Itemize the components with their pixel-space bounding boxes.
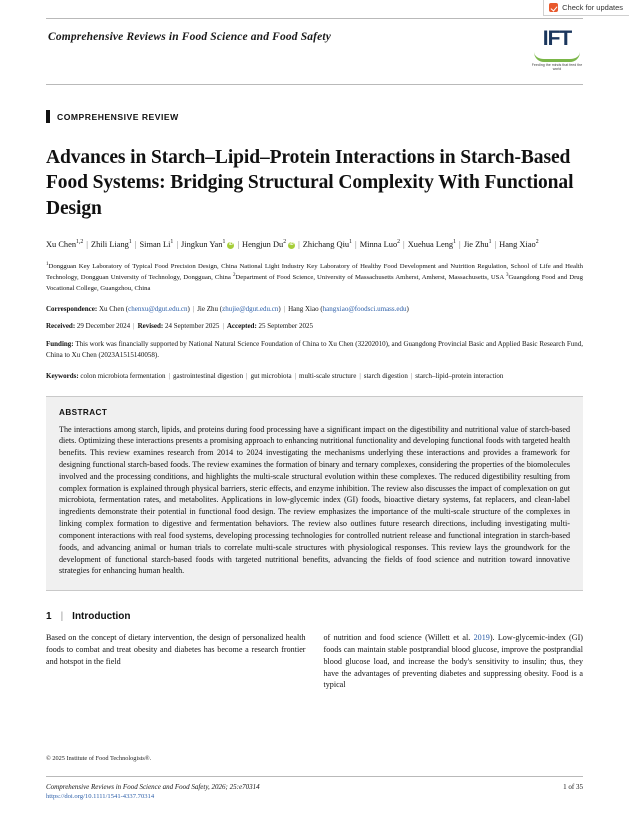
body-column-right: [324, 632, 584, 691]
affiliation-marker: 1: [46, 261, 49, 267]
keyword-separator: |: [294, 372, 296, 381]
body-right-post: ). Low-glycemic-index (GI) foods can maintain stable postprandial blood glucose, improve the postprandial blood glucose load, and increase the body's sensitivity to insulin; thus, they have the advantages of preventing diabetes and suppressing obesity. Food is a typical: [323, 633, 583, 690]
correspondence-email-link[interactable]: hangxiao@foodsci.umass.edu: [322, 304, 407, 313]
author-affiliation-marker: 1: [349, 239, 352, 246]
author-separator: |: [298, 240, 300, 250]
footer-citation: Comprehensive Reviews in Food Science and Food Safety, 2026; 25:e70314: [46, 783, 260, 791]
keywords-label: Keywords:: [46, 372, 81, 381]
ift-logo-tagline: Feeding the minds that feed the world: [531, 63, 583, 72]
correspondence: [46, 304, 583, 315]
author-separator: |: [237, 240, 240, 250]
article-content: [46, 110, 583, 691]
author-affiliation-marker: 1: [128, 239, 132, 246]
author-name: Hang Xiao$^2$: [499, 239, 539, 250]
correspondence-name: Xu Chen (: [98, 304, 129, 313]
keyword-item: colon microbiota fermentation: [80, 372, 166, 381]
keyword-separator: |: [246, 372, 248, 381]
header-bottom-rule: [46, 84, 583, 85]
author-affiliation-marker: 2: [535, 239, 539, 246]
author-separator: |: [355, 240, 357, 250]
correspondence-name: Jie Zhu (: [197, 304, 223, 313]
check-for-updates-label: Check for updates: [562, 3, 623, 12]
author-name: Hengjun Du$^2$: [242, 239, 287, 250]
correspondence-separator: |: [283, 304, 286, 313]
doi-link[interactable]: https://doi.org/10.1111/1541-4337.70314: [46, 793, 155, 800]
article-dates: [46, 322, 583, 330]
author-affiliation-marker: 1: [488, 239, 492, 246]
author-separator: |: [86, 240, 88, 250]
correspondence-close-paren: ): [278, 304, 281, 313]
correspondence-email-link[interactable]: chenxu@dgut.edu.cn: [128, 304, 188, 313]
author-name: Zhichang Qiu$^1$: [302, 239, 352, 250]
author-name: Xuehua Leng$^1$: [407, 239, 456, 250]
author-affiliation-marker: 1: [170, 239, 174, 246]
date-separator: |: [133, 322, 135, 331]
keyword-item: multi-scale structure: [299, 372, 357, 381]
author-affiliation-marker: 2: [283, 239, 287, 246]
keyword-item: gastrointestinal digestion: [172, 372, 244, 381]
correspondence-close-paren: ): [406, 304, 409, 313]
body-right-pre: of nutrition and food science (Willett et al.: [323, 633, 474, 643]
keyword-separator: |: [168, 372, 170, 381]
correspondence-name: Hang Xiao (: [288, 304, 323, 313]
author-separator: |: [459, 240, 461, 250]
correspondence-close-paren: ): [187, 304, 190, 313]
body-paragraph-left: Based on the concept of dietary intervention, the design of personalized health foods to combat and treat obesity and diabetes has become a research frontier and hotspot in the field: [46, 633, 306, 666]
ift-logo-text: IFT: [542, 27, 572, 50]
ift-logo-swoosh: [534, 52, 580, 62]
abstract-heading: ABSTRACT: [59, 407, 108, 417]
correspondence-email-link[interactable]: zhujie@dgut.edu.cn: [222, 304, 279, 313]
ift-logo: [531, 27, 583, 72]
page-title: Advances in Starch–Lipid–Protein Interactions in Starch-Based Food Systems: Bridging Structural Complexity With Functional Design: [46, 147, 574, 219]
date-separator: |: [222, 322, 224, 331]
funding-statement: [46, 339, 583, 361]
date-label: Revised:: [137, 322, 165, 331]
section-heading-introduction: [46, 611, 583, 622]
keyword-separator: |: [410, 372, 413, 381]
footer-rule: [46, 776, 583, 777]
date-value: 29 December 2024: [76, 322, 131, 331]
author-list: [46, 238, 583, 252]
copyright-line: © 2025 Institute of Food Technologists®.: [46, 755, 152, 762]
section-pipe: |: [60, 611, 64, 623]
citation-link-willett-2019[interactable]: 2019: [473, 633, 490, 643]
check-for-updates-badge[interactable]: [543, 0, 629, 16]
author-separator: |: [176, 240, 179, 250]
journal-running-head: Comprehensive Reviews in Food Science and Food Safety: [48, 31, 331, 43]
footer-citation-block: [46, 783, 260, 800]
header-top-rule: [46, 18, 583, 19]
author-affiliation-marker: 1,2: [76, 239, 84, 246]
keyword-item: starch–lipid–protein interaction: [415, 372, 504, 381]
author-separator: |: [134, 240, 137, 250]
section-title: Introduction: [72, 611, 131, 623]
author-affiliation-marker: 1: [222, 239, 226, 246]
affiliations: $^1$Dongguan Key Laboratory of Typical Food Precision Design, China National Light Industry Key Laboratory of Healthy Food Development and Nutrition Regulation, School of Life and Health Technology, Dongguan University of Technology, Dongguan, China $^2$Department of Food Science, University of Massachusetts Amherst, Amherst, Massachusetts, USA $^3$Guangdong Food and Drug Vocational College, Guangzhou, China: [46, 261, 583, 292]
author-name: Xu Chen$^{1,2}$: [46, 239, 84, 250]
correspondence-label: Correspondence:: [46, 304, 99, 313]
body-paragraph-right: [324, 632, 584, 691]
keyword-item: gut microbiota: [250, 372, 292, 381]
correspondence-separator: |: [192, 304, 195, 313]
funding-label: Funding:: [46, 340, 74, 349]
affiliation-marker: 2: [232, 273, 236, 279]
author-name: Jie Zhu$^1$: [463, 239, 492, 250]
article-type-label: [46, 110, 583, 123]
funding-text: This work was financially supported by National Natural Science Foundation of China to Xu Chen (32202010), and Guangdong Provincial Basic and Applied Basic Research Fund, China to Xu Chen (2023A1515140058).: [46, 340, 583, 360]
author-name: Jingkun Yan$^1$: [181, 239, 226, 250]
author-separator: |: [403, 240, 405, 250]
article-type-bar: [46, 110, 50, 123]
body-column-left: [46, 632, 306, 691]
page-footer: [46, 783, 583, 800]
date-value: 24 September 2025: [165, 322, 220, 331]
date-label: Accepted:: [226, 322, 259, 331]
abstract-text: The interactions among starch, lipids, and proteins during food processing have a significant impact on the digestibility and nutritional value of starch-based diets. Optimizing these interactions presents a promising approach to enhancing nutritional functionality and developing functional foods with targeted health benefits. This review examines research from 2014 to 2024 investigating the mechanisms underlying these interactions and provides a framework for designing functional starch-based foods. The review examines the formation of binary and ternary complexes, considering the properties of the biomolecules involved and the processing conditions, and highlights the multi-scale structural evolution within these complexes. The reduced digestibility resulting from complex formation is explained through physical barriers, steric effects, and enzyme inhibition. The review also discusses the impact of complexation on gut microbiota, fermentation rates, and metabolites. Applications in low-glycemic index (GI) foods, bioactive dietary systems, fat replacers, and clean-label ingredients demonstrate their potential in functional food design. The review emphasizes the importance of the multi-scale structure of the complexes in linking complex formation to digestive and fermentation behaviors. The review also outlines future research directions, including investigating multi-component interactions with real food systems, developing processing technologies for controlled nutrient release and functional integration in starch-based foods, and advancing animal or human trials to correlate multi-scale structures with physiological responses. This review lays the groundwork for the development of functional starch-based foods with targeted nutritional benefits, advancing the fields of food science and nutrition toward innovative strategies for enhancing human health.: [59, 424, 570, 576]
abstract-section: [46, 396, 583, 592]
orcid-icon[interactable]: [227, 242, 234, 249]
author-name: Minna Luo$^2$: [359, 239, 401, 250]
article-type-text: COMPREHENSIVE REVIEW: [57, 111, 179, 122]
author-separator: |: [494, 240, 497, 250]
orcid-icon[interactable]: [288, 242, 295, 249]
body-columns: [46, 632, 583, 691]
date-label: Received:: [46, 322, 77, 331]
author-name: Siman Li$^1$: [139, 239, 174, 250]
author-name: Zhili Liang$^1$: [90, 239, 132, 250]
affiliation-marker: 3: [505, 273, 509, 279]
page-number: 1 of 35: [563, 783, 583, 791]
section-number: 1: [46, 611, 52, 623]
keywords: [46, 371, 583, 382]
crossmark-icon: [549, 3, 558, 12]
keyword-item: starch digestion: [363, 372, 408, 381]
keyword-separator: |: [359, 372, 361, 381]
date-value: 25 September 2025: [258, 322, 313, 331]
author-affiliation-marker: 2: [397, 239, 401, 246]
author-affiliation-marker: 1: [453, 239, 456, 246]
